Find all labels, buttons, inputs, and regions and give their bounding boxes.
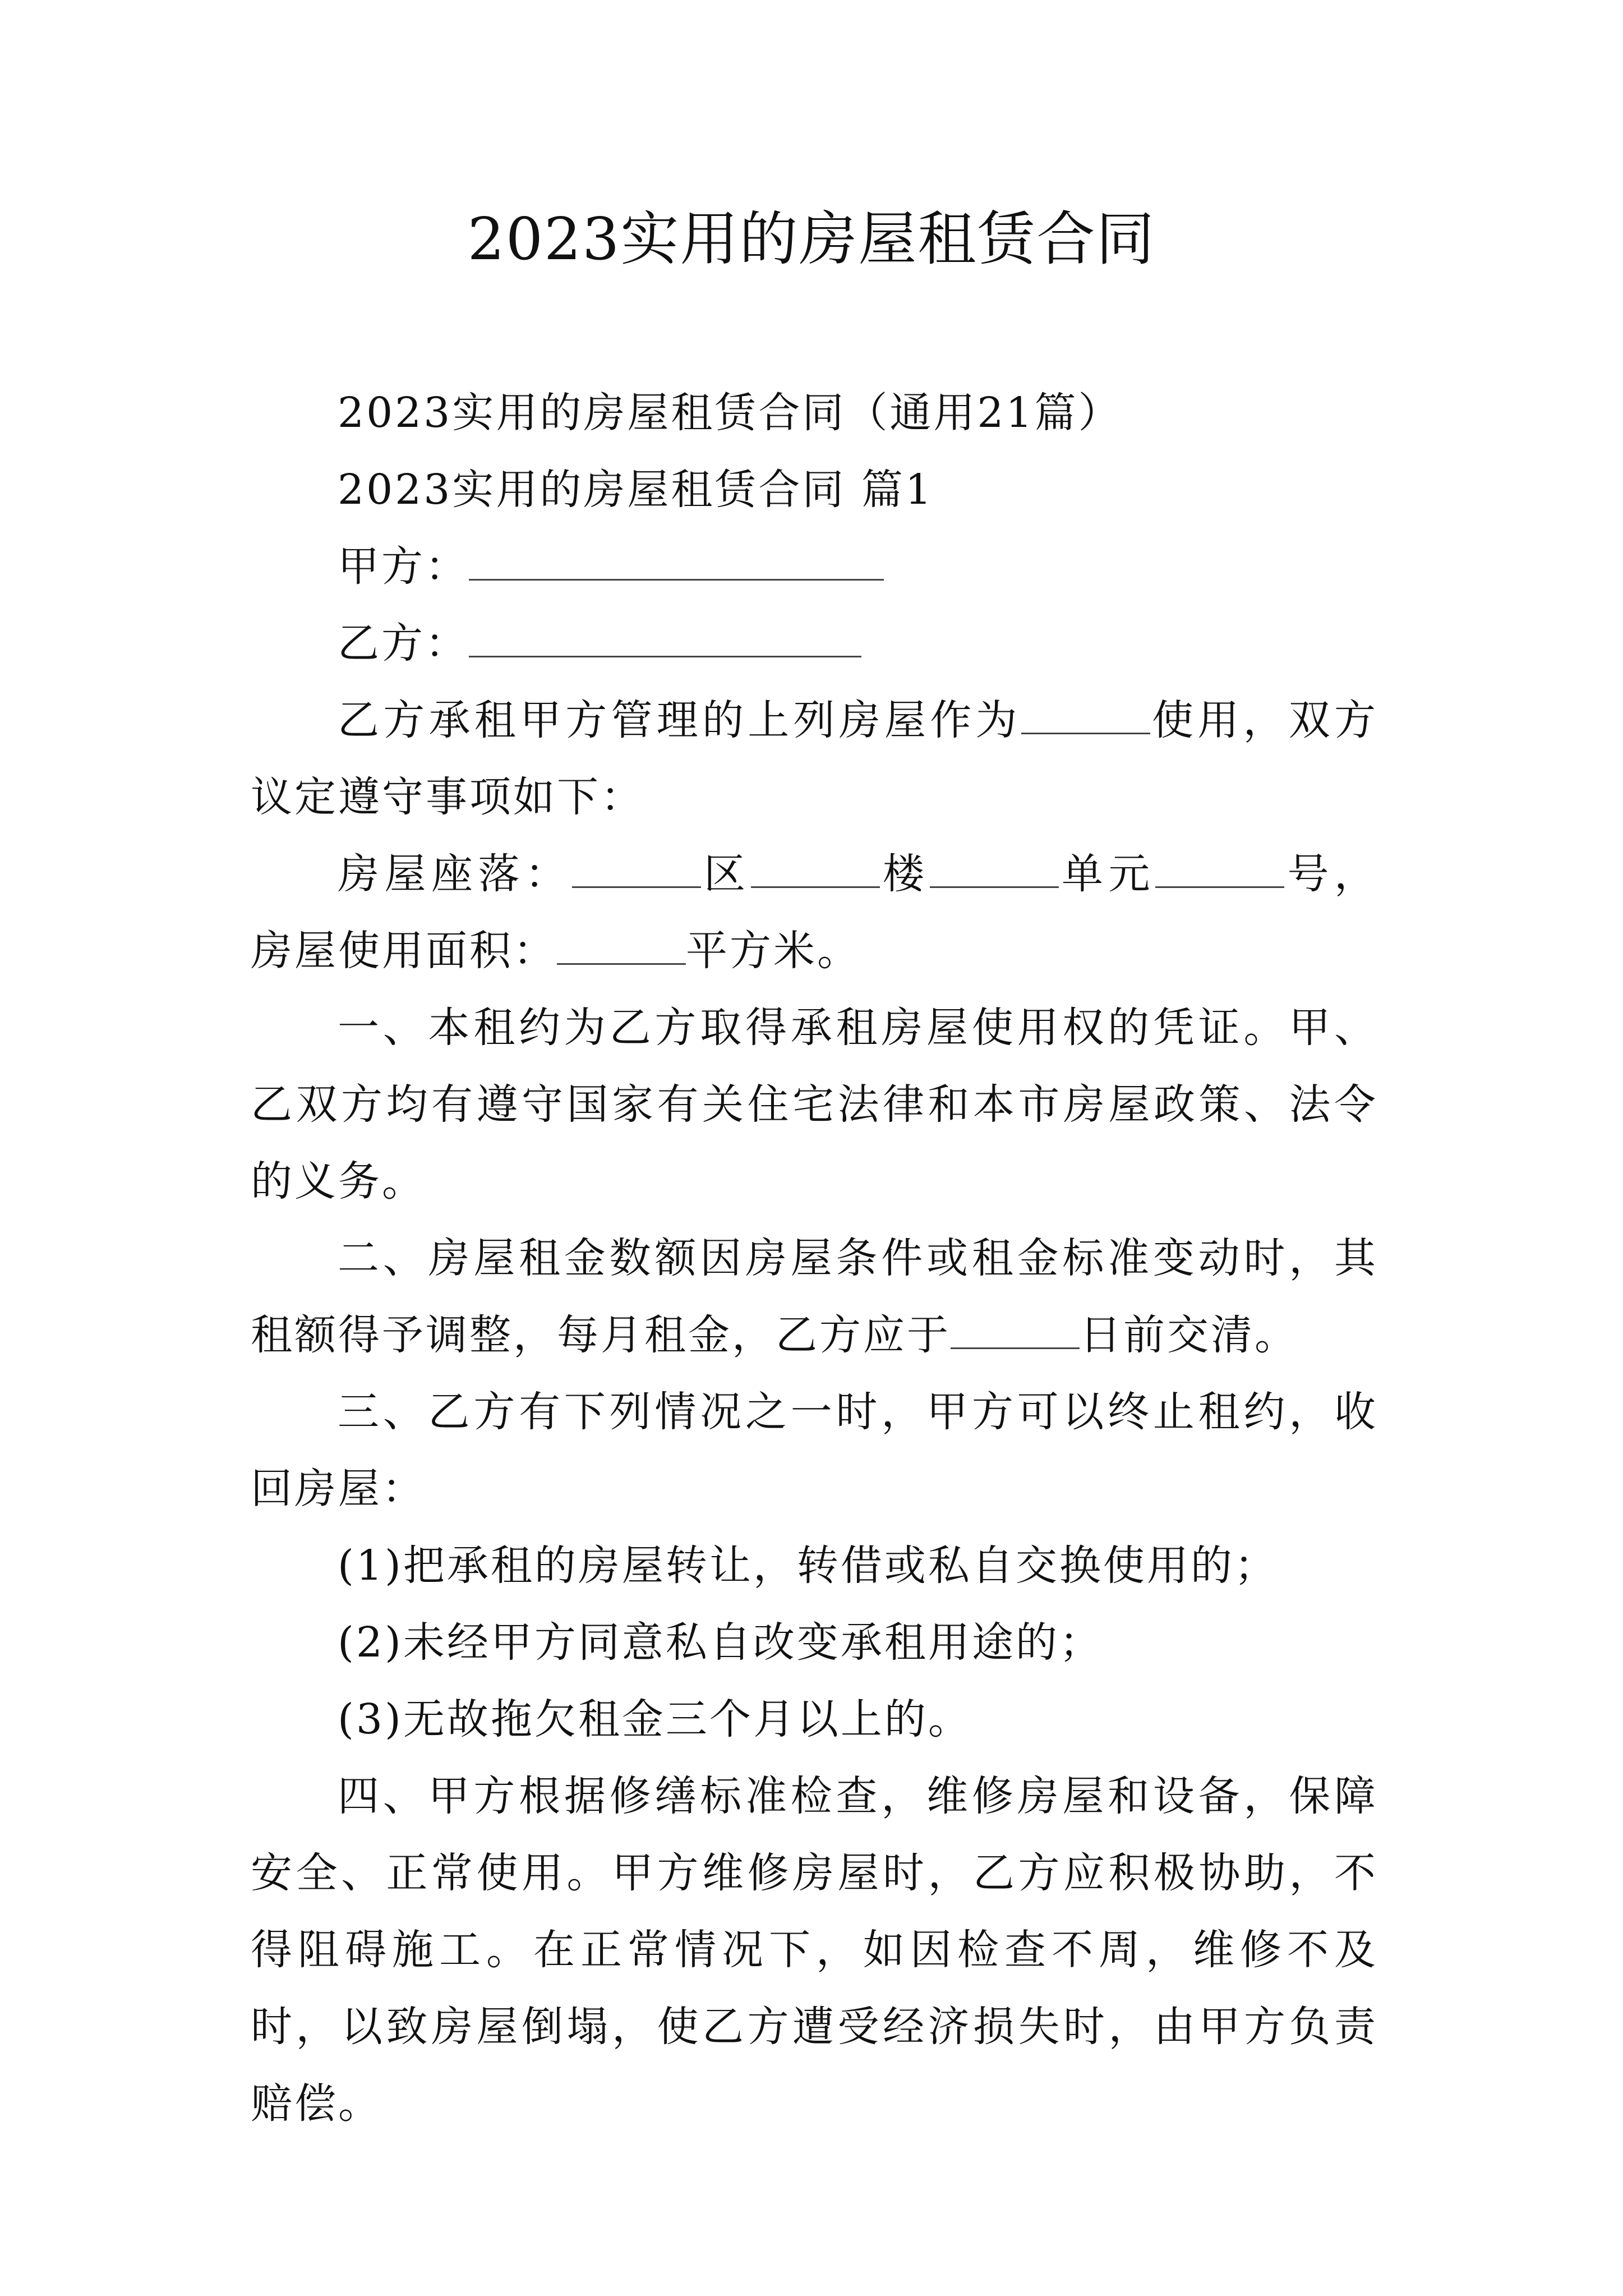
- list-item: (3)无故拖欠租金三个月以上的。: [338, 1695, 972, 1743]
- party-b-blank: [469, 624, 861, 657]
- document-title: 2023实用的房屋租赁合同: [467, 205, 1156, 273]
- area-blank: [557, 932, 686, 965]
- clause-3: 三、乙方有下列情况之一时，甲方可以终止租约，收回房屋：: [251, 1388, 1378, 1513]
- clause-2: [251, 1220, 1378, 1374]
- location-paragraph: [251, 836, 1378, 990]
- intro-paragraph: [251, 682, 1378, 836]
- district-text: 区: [700, 850, 751, 898]
- number-blank: [1155, 855, 1284, 888]
- document-subtitle: 2023实用的房屋租赁合同（通用21篇）: [338, 389, 1122, 437]
- due-day-blank: [951, 1316, 1080, 1349]
- intro-text-1: 乙方承租甲方管理的上列房屋作为: [338, 696, 1021, 744]
- unit-text: 单元: [1058, 850, 1155, 898]
- intro-text-2: 使用，双方议定遵守事项如下：: [251, 696, 1378, 821]
- party-b-label: 乙方：: [338, 619, 469, 668]
- party-a-line: [251, 528, 1378, 605]
- clause-2-text-2: 日前交清。: [1080, 1311, 1298, 1359]
- district-blank: [572, 855, 701, 888]
- unit-blank: [930, 855, 1059, 888]
- usage-blank: [1021, 701, 1150, 734]
- list-item: (1)把承租的房屋转让，转借或私自交换使用的；: [338, 1542, 1278, 1590]
- clause-1: 一、本租约为乙方取得承租房屋使用权的凭证。甲、乙双方均有遵守国家有关住宅法律和本市房屋政策、法令的义务。: [251, 1004, 1378, 1205]
- building-blank: [751, 855, 880, 888]
- party-a-label: 甲方：: [338, 542, 469, 591]
- party-b-line: [251, 605, 1378, 682]
- section-heading: 2023实用的房屋租赁合同 篇1: [338, 466, 934, 514]
- location-label: 房屋座落：: [338, 850, 572, 898]
- sqm-text: 平方米。: [686, 927, 861, 975]
- clause-2-text-1: 二、房屋租金数额因房屋条件或租金标准变动时，其租额得予调整，每月租金，乙方应于: [251, 1234, 1378, 1359]
- document-body: [251, 375, 1378, 2142]
- clause-4: 四、甲方根据修缮标准检查，维修房屋和设备，保障安全、正常使用。甲方维修房屋时，乙方应积极协助，不得阻碍施工。在正常情况下，如因检查不周，维修不及时，以致房屋倒塌，使乙方遭受经济损失时，由甲方负责赔偿。: [251, 1772, 1378, 2128]
- party-a-blank: [469, 547, 884, 581]
- list-item: (2)未经甲方同意私自改变承租用途的；: [338, 1618, 1103, 1667]
- building-text: 楼: [879, 850, 930, 898]
- number-text: 号，房屋使用面积：: [251, 850, 1378, 975]
